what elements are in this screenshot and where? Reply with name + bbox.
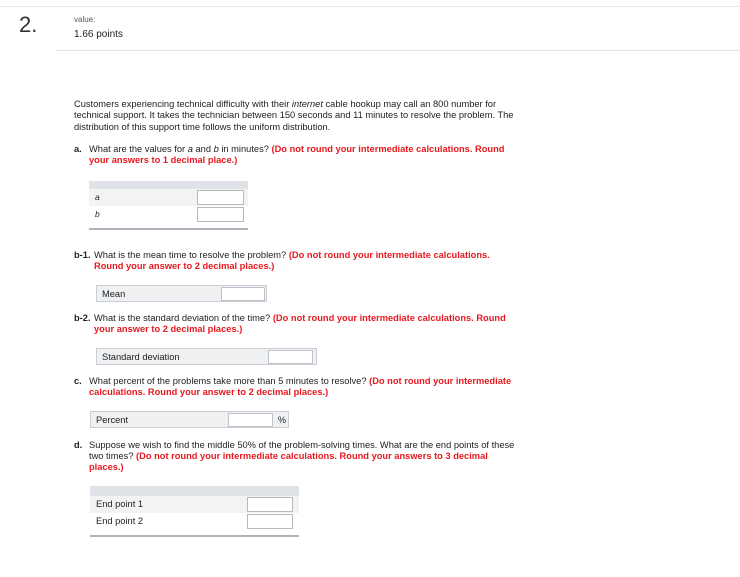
intro-line-2: technical support. It takes the technician between 150 seconds and 11 minutes to resolve the problem. The [74,110,514,121]
end-point-1-input[interactable] [247,497,293,512]
question-b2-note-1: (Do not round your intermediate calculations. Round [272,313,506,323]
end-point-2-label: End point 2 [96,516,144,526]
mean-label: Mean [102,289,126,299]
question-d-note-1: (Do not round your intermediate calculations. Round your answers to 3 decimal [136,451,488,462]
question-a-note-1: (Do not round your intermediate calculations. Round [271,144,505,154]
question-a-var-b: b [213,144,219,154]
question-a-var-a: a [187,144,193,154]
question-number: 2. [19,12,38,37]
question-b2-note-2: your answer to 2 decimal places.) [94,324,243,335]
top-rule [0,6,740,7]
percent-input[interactable] [228,413,273,427]
question-c-note-1: (Do not round your intermediate [369,376,512,386]
table-d-header [90,486,299,496]
intro-line-1b: cable hookup may call an 800 number for [325,99,497,109]
table-row [90,513,299,531]
question-a-text-2: in minutes? [221,144,269,154]
question-a [74,144,574,166]
question-c [74,376,594,398]
problem-intro [74,99,574,133]
question-c-note-2: calculations. Round your answer to 2 decimal places.) [89,387,329,398]
end-point-1-label: End point 1 [96,499,144,509]
question-d [74,440,594,474]
intro-emphasis: internet [291,99,323,109]
question-b2-text: What is the standard deviation of the time? [94,313,271,323]
table-row [89,206,248,224]
mean-field-row [96,285,267,302]
table-d-bottom-rule [90,535,299,537]
question-a-and: and [195,144,211,154]
row-a-label: a [95,192,100,202]
end-point-2-input[interactable] [247,514,293,529]
input-a[interactable] [197,190,244,205]
row-b-label: b [95,209,100,219]
std-dev-label: Standard deviation [102,352,180,362]
question-a-note-2: your answers to 1 decimal place.) [89,155,238,166]
intro-line-3: distribution of this support time follows the uniform distribution. [74,121,331,132]
question-d-text-2: two times? [89,451,134,462]
question-c-text: What percent of the problems take more than 5 minutes to resolve? [89,376,367,386]
table-row [90,496,299,513]
std-dev-input[interactable] [268,350,313,364]
percent-unit: % [278,415,287,425]
value-label: value: [74,15,96,24]
question-a-text-1: What are the values for [89,144,186,154]
std-dev-field-row [96,348,317,365]
input-b[interactable] [197,207,244,222]
mean-input[interactable] [221,287,265,301]
table-row [89,189,248,206]
question-b1-note-1: (Do not round your intermediate calculations. [288,250,490,260]
question-b1 [74,250,594,272]
question-b2 [74,313,594,335]
table-a-header [89,181,248,189]
question-d-prefix: d. [74,440,83,450]
question-d-note-2: places.) [89,462,124,473]
question-b1-text: What is the mean time to resolve the problem? [94,250,287,260]
header-divider [56,50,740,51]
intro-line-1: Customers experiencing technical difficulty with their [74,99,290,109]
question-c-prefix: c. [74,376,82,386]
value-points: 1.66 points [74,29,123,40]
table-a-bottom-rule [89,228,248,230]
question-b1-note-2: Round your answer to 2 decimal places.) [94,261,275,272]
percent-field-row [90,411,289,428]
percent-label: Percent [96,415,129,425]
question-b1-prefix: b-1. [74,250,91,260]
question-d-text-1: Suppose we wish to find the middle 50% of the problem-solving times. What are the end points of these [89,440,515,450]
question-a-prefix: a. [74,144,82,154]
question-b2-prefix: b-2. [74,313,91,323]
